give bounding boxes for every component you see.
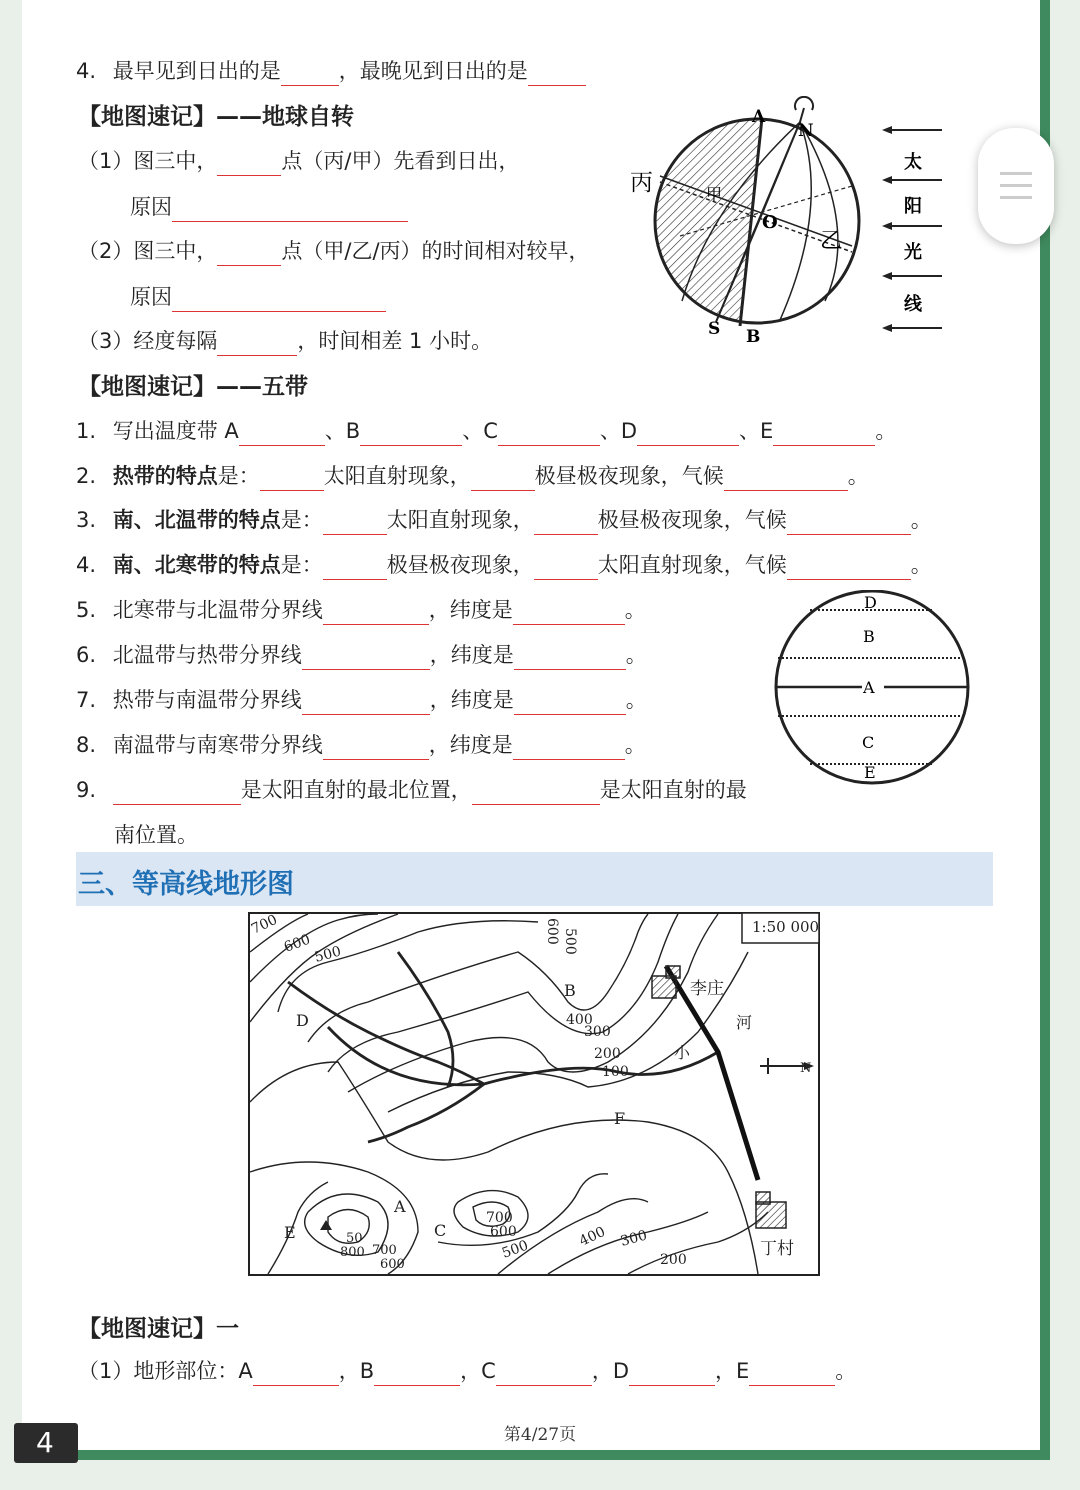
question-text: 太阳直射现象，气候	[597, 553, 787, 577]
question-text: 。	[910, 553, 932, 577]
map-label-d: D	[296, 1011, 309, 1030]
contour-label: 100	[602, 1064, 629, 1080]
answer-blank[interactable]	[323, 512, 387, 535]
answer-blank[interactable]	[302, 647, 430, 670]
question-text: 。	[847, 464, 869, 488]
answer-blank[interactable]	[787, 512, 911, 535]
contour-label: 600	[544, 918, 560, 945]
sunlight-label: 太	[904, 152, 922, 173]
contour-label: 200	[660, 1252, 687, 1268]
label-n: N	[798, 121, 814, 141]
page-footer: 第4/27页	[503, 1425, 577, 1445]
question-text: 极昼极夜现象，	[386, 553, 534, 577]
answer-blank[interactable]	[217, 153, 281, 176]
answer-blank[interactable]	[534, 557, 598, 580]
map-label-b: B	[564, 981, 576, 1000]
question-text: 北寒带与北温带分界线	[112, 598, 323, 622]
question-text: 原因	[130, 285, 172, 309]
sunlight-label: 光	[904, 242, 922, 263]
question-text: ，D	[591, 1359, 629, 1383]
rotation-q1-reason	[130, 192, 408, 222]
question-number: 5.	[76, 598, 97, 622]
question-text: 。	[624, 598, 646, 622]
memo-q1	[78, 1356, 856, 1386]
label-bing: 丙	[630, 170, 653, 196]
answer-blank[interactable]	[260, 468, 324, 491]
answer-blank[interactable]	[514, 692, 626, 715]
label-o: O	[762, 212, 778, 233]
question-text: 是：	[217, 464, 260, 488]
question-number: 7.	[76, 688, 97, 712]
zone-label-c: C	[862, 733, 875, 752]
answer-blank[interactable]	[498, 423, 600, 446]
question-number: 1.	[76, 419, 97, 443]
question-number: 9.	[76, 778, 97, 802]
contour-label: 200	[594, 1046, 621, 1062]
answer-blank[interactable]	[217, 333, 297, 356]
answer-blank[interactable]	[472, 782, 600, 805]
rotation-q2	[78, 236, 590, 266]
menu-icon	[1000, 184, 1032, 187]
river-label-he: 河	[736, 1013, 753, 1032]
answer-blank[interactable]	[513, 737, 625, 760]
page-number-badge	[14, 1423, 78, 1463]
answer-blank[interactable]	[217, 243, 281, 266]
question-text: ，时间相差 1 小时。	[297, 329, 493, 353]
question-number: 4.	[76, 59, 97, 83]
sunlight-label: 线	[904, 294, 922, 315]
village-lizhuang: 李庄	[690, 979, 724, 999]
answer-blank[interactable]	[637, 423, 739, 446]
zones-line-6	[76, 640, 647, 670]
contour-label: 500	[312, 943, 343, 966]
answer-blank[interactable]	[172, 199, 408, 222]
rotation-q3	[78, 326, 492, 356]
label-s: S	[708, 319, 721, 339]
section-3-title: 三、等高线地形图	[78, 869, 294, 900]
memo-heading: 【地图速记】一	[78, 1316, 239, 1342]
contour-label: 500	[499, 1237, 531, 1262]
five-zones-figure	[770, 590, 976, 786]
map-scale: 1:50 000	[752, 918, 820, 936]
question-keyword: 南、北寒带的特点	[112, 553, 281, 577]
menu-icon	[1000, 172, 1032, 175]
question-text: 极昼极夜现象，气候	[534, 464, 724, 488]
sunlight-label: 阳	[904, 196, 922, 217]
question-text: 、E	[739, 419, 774, 443]
question-number: 4.	[76, 553, 97, 577]
contour-label: 700	[486, 1210, 513, 1226]
page-border-bottom	[22, 1450, 1050, 1460]
contour-label: 400	[576, 1223, 608, 1250]
label-yi: 乙	[820, 229, 843, 254]
question-text: （3）经度每隔	[78, 329, 218, 353]
answer-blank[interactable]	[172, 289, 386, 312]
question-text: 、D	[599, 419, 638, 443]
zone-label-e: E	[864, 763, 876, 782]
question-text: 南温带与南寒带分界线	[112, 733, 323, 757]
answer-blank[interactable]	[113, 782, 241, 805]
contour-label: 300	[584, 1024, 611, 1040]
question-text: ，纬度是	[428, 733, 513, 757]
question-text: 太阳直射现象，	[323, 464, 471, 488]
question-text: 点（甲/乙/丙）的时间相对较早，	[281, 239, 590, 263]
question-text: ，纬度是	[429, 688, 514, 712]
zones-line-3	[76, 505, 932, 535]
question-text: 。	[625, 688, 647, 712]
question-text: ，纬度是	[429, 643, 514, 667]
contour-label: 50	[346, 1231, 363, 1246]
question-text: 极昼极夜现象，气候	[597, 508, 787, 532]
question-text: 最早见到日出的是	[112, 59, 281, 83]
question-text: ，B	[338, 1359, 375, 1383]
contour-label: 700	[372, 1243, 397, 1258]
answer-blank[interactable]	[496, 1363, 592, 1386]
rotation-q2-reason	[130, 282, 386, 312]
question-text: 热带与南温带分界线	[112, 688, 302, 712]
zones-line-5	[76, 595, 646, 625]
question-keyword: 热带的特点	[112, 464, 218, 488]
answer-blank[interactable]	[528, 63, 586, 86]
zones-line-2	[76, 461, 869, 491]
answer-blank[interactable]	[360, 423, 462, 446]
rotation-q1	[78, 146, 519, 176]
answer-blank[interactable]	[514, 647, 626, 670]
question-text: 是：	[280, 508, 323, 532]
answer-blank[interactable]	[534, 512, 598, 535]
scroll-menu-button[interactable]	[978, 128, 1054, 244]
contour-label: 600	[490, 1224, 517, 1240]
zones-line-4	[76, 550, 932, 580]
question-text: 、C	[462, 419, 498, 443]
question-text: 点（丙/甲）先看到日出，	[281, 149, 520, 173]
question-text: 是太阳直射的最北位置，	[240, 778, 472, 802]
contour-label: 700	[248, 912, 280, 938]
menu-icon	[1000, 196, 1032, 199]
contour-label: 300	[618, 1227, 649, 1250]
question-keyword: 南、北温带的特点	[112, 508, 281, 532]
question-text: ，E	[715, 1359, 750, 1383]
section-3-banner	[76, 852, 993, 906]
question-text: 原因	[130, 195, 172, 219]
contour-label: 600	[281, 931, 313, 956]
contour-label: 600	[380, 1257, 405, 1272]
question-text: 。	[835, 1359, 857, 1383]
zones-heading: 【地图速记】——五带	[78, 374, 308, 400]
zones-line-1	[76, 416, 896, 446]
map-label-f: F	[614, 1109, 626, 1128]
question-text: 。	[625, 643, 647, 667]
earth-rotation-figure	[620, 96, 960, 346]
zones-line-7	[76, 685, 647, 715]
answer-blank[interactable]	[239, 423, 325, 446]
contour-label: 500	[562, 928, 578, 955]
question-text: 是：	[280, 553, 323, 577]
zones-line-8	[76, 730, 646, 760]
answer-blank[interactable]	[513, 602, 625, 625]
answer-blank[interactable]	[302, 692, 430, 715]
label-b: B	[746, 327, 761, 346]
answer-blank[interactable]	[281, 63, 339, 86]
river-label-xiao: 小	[674, 1043, 691, 1062]
label-a: A	[752, 107, 766, 127]
answer-blank[interactable]	[629, 1363, 715, 1386]
question-number: 8.	[76, 733, 97, 757]
answer-blank[interactable]	[471, 468, 535, 491]
question-text: （1）图三中，	[78, 149, 218, 173]
zone-label-a: A	[863, 678, 875, 697]
question-text: ，纬度是	[428, 598, 513, 622]
north-label: N	[800, 1061, 812, 1076]
village-dingcun: 丁村	[760, 1239, 794, 1259]
answer-blank[interactable]	[749, 1363, 835, 1386]
question-text: ，最晚见到日出的是	[338, 59, 528, 83]
answer-blank[interactable]	[724, 468, 848, 491]
map-label-a: A	[394, 1197, 406, 1216]
zones-line-9	[76, 775, 747, 805]
question-text: 。	[910, 508, 932, 532]
zone-label-b: B	[863, 627, 875, 646]
map-label-e: E	[284, 1223, 296, 1242]
answer-blank[interactable]	[773, 423, 875, 446]
answer-blank[interactable]	[323, 557, 387, 580]
answer-blank[interactable]	[253, 1363, 339, 1386]
question-text: ，C	[460, 1359, 496, 1383]
answer-blank[interactable]	[323, 602, 429, 625]
rotation-heading: 【地图速记】——地球自转	[78, 104, 354, 130]
zone-label-d: D	[864, 593, 877, 612]
zones-line-9-cont: 南位置。	[114, 823, 198, 847]
answer-blank[interactable]	[374, 1363, 460, 1386]
question-4-top	[76, 56, 586, 86]
answer-blank[interactable]	[787, 557, 911, 580]
question-text: 。	[875, 419, 897, 443]
answer-blank[interactable]	[323, 737, 429, 760]
question-text: 写出温度带 A	[112, 419, 239, 443]
question-number: 3.	[76, 508, 97, 532]
page-number-badge-text: 4	[36, 1426, 54, 1459]
question-text: （1）地形部位：A	[78, 1359, 253, 1383]
contour-label: 800	[340, 1245, 365, 1260]
label-jia: 甲	[706, 185, 723, 204]
question-text: 太阳直射现象，	[386, 508, 534, 532]
topographic-map	[248, 912, 820, 1276]
question-text: 。	[624, 733, 646, 757]
question-text: 、B	[324, 419, 361, 443]
question-number: 2.	[76, 464, 97, 488]
contour-label: 400	[566, 1012, 593, 1028]
question-text: 是太阳直射的最	[599, 778, 747, 802]
question-text: 北温带与热带分界线	[112, 643, 302, 667]
question-text: （2）图三中，	[78, 239, 218, 263]
question-number: 6.	[76, 643, 97, 667]
map-label-c: C	[434, 1221, 447, 1240]
